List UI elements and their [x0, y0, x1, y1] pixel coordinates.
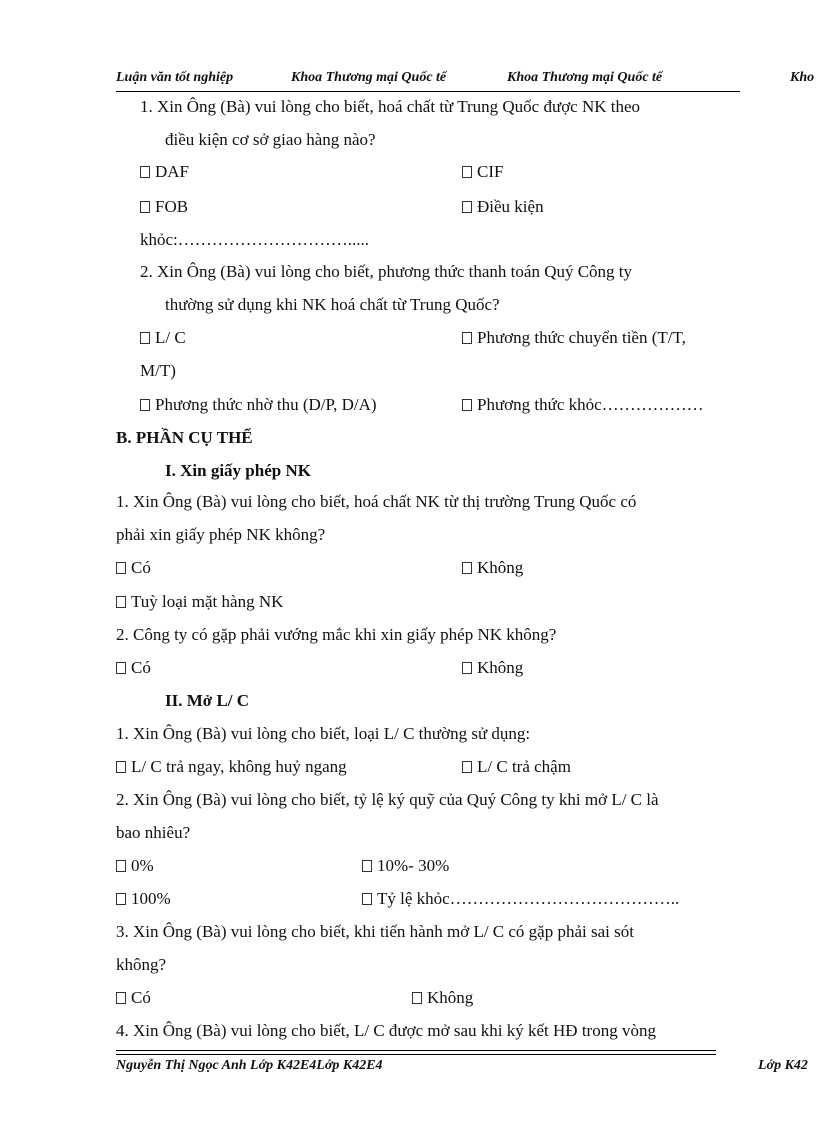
checkbox-icon: [140, 399, 150, 411]
footer-author: Nguyễn Thị Ngọc Anh Lớp K42E4Lớp K42E4: [116, 1058, 383, 1073]
option-license-yes[interactable]: Có: [116, 558, 151, 578]
option-issue-yes[interactable]: Có: [116, 658, 151, 678]
option-error-yes[interactable]: Có: [116, 988, 151, 1008]
header-divider: [116, 91, 740, 92]
header-faculty-1: Khoa Thương mại Quốc tế: [291, 70, 447, 85]
option-deposit-100[interactable]: 100%: [116, 889, 171, 909]
option-fob[interactable]: FOB: [140, 197, 188, 217]
checkbox-icon: [116, 992, 126, 1004]
checkbox-icon: [116, 860, 126, 872]
option-transfer[interactable]: Phương thức chuyển tiền (T/T,: [462, 328, 686, 348]
page-footer: [0, 1058, 816, 1078]
option-issue-no[interactable]: Không: [462, 658, 523, 678]
option-other-term-blank: khỏc:………………………….....: [140, 230, 370, 249]
q-general-1-line2: điều kiện cơ sở giao hàng nào?: [165, 130, 376, 149]
q-lc-3-line1: 3. Xin Ông (Bà) vui lòng cho biết, khi tiến hành mở L/ C có gặp phải sai sót: [116, 922, 634, 941]
footer-divider-top: [116, 1050, 716, 1051]
q-general-1-line1: 1. Xin Ông (Bà) vui lòng cho biết, hoá chất từ Trung Quốc được NK theo: [140, 97, 641, 116]
checkbox-icon: [362, 893, 372, 905]
checkbox-icon: [116, 662, 126, 674]
q-license-2: 2. Công ty có gặp phải vướng mắc khi xin giấy phép NK không?: [116, 625, 557, 644]
checkbox-icon: [140, 201, 150, 213]
part-1-title: I. Xin giấy phép NK: [165, 461, 311, 480]
option-other-method[interactable]: Phương thức khỏc………………: [462, 395, 704, 415]
header-faculty-3: Kho: [790, 70, 815, 85]
footer-divider-bottom: [116, 1054, 716, 1055]
option-other-term[interactable]: Điều kiện: [462, 197, 544, 217]
option-lc[interactable]: L/ C: [140, 328, 186, 348]
option-deposit-0[interactable]: 0%: [116, 856, 154, 876]
checkbox-icon: [462, 166, 472, 178]
checkbox-icon: [362, 860, 372, 872]
option-deposit-10-30[interactable]: 10%- 30%: [362, 856, 449, 876]
q-lc-2-line1: 2. Xin Ông (Bà) vui lòng cho biết, tỷ lệ ký quỹ của Quý Công ty khi mở L/ C là: [116, 790, 659, 809]
option-collection[interactable]: Phương thức nhờ thu (D/P, D/A): [140, 395, 377, 415]
option-lc-sight[interactable]: L/ C trả ngay, không huỷ ngang: [116, 757, 347, 777]
option-error-no[interactable]: Không: [412, 988, 473, 1008]
checkbox-icon: [116, 761, 126, 773]
option-cif[interactable]: CIF: [462, 162, 503, 182]
q-general-2-line2: thường sử dụng khi NK hoá chất từ Trung Quốc?: [165, 295, 500, 314]
checkbox-icon: [462, 332, 472, 344]
checkbox-icon: [462, 761, 472, 773]
option-license-no[interactable]: Không: [462, 558, 523, 578]
q-lc-4-line1: 4. Xin Ông (Bà) vui lòng cho biết, L/ C được mở sau khi ký kết HĐ trong vòng: [116, 1021, 656, 1040]
checkbox-icon: [462, 399, 472, 411]
header-faculty-2: Khoa Thương mại Quốc tế: [507, 70, 663, 85]
option-transfer-cont: M/T): [140, 361, 176, 380]
q-license-1-line2: phải xin giấy phép NK không?: [116, 525, 326, 544]
checkbox-icon: [412, 992, 422, 1004]
checkbox-icon: [116, 562, 126, 574]
option-lc-deferred[interactable]: L/ C trả chậm: [462, 757, 571, 777]
checkbox-icon: [462, 562, 472, 574]
checkbox-icon: [116, 893, 126, 905]
header-thesis-label: Luận văn tốt nghiệp: [116, 70, 234, 85]
checkbox-icon: [116, 596, 126, 608]
q-lc-1: 1. Xin Ông (Bà) vui lòng cho biết, loại L/ C thường sử dụng:: [116, 724, 531, 743]
footer-class: Lớp K42: [758, 1058, 808, 1073]
checkbox-icon: [462, 201, 472, 213]
q-license-1-line1: 1. Xin Ông (Bà) vui lòng cho biết, hoá chất NK từ thị trường Trung Quốc có: [116, 492, 637, 511]
q-lc-2-line2: bao nhiêu?: [116, 823, 191, 842]
page-header: [0, 70, 816, 90]
part-2-title: II. Mở L/ C: [165, 691, 250, 710]
option-deposit-other[interactable]: Tỷ lệ khỏc…………………………………..: [362, 889, 679, 909]
checkbox-icon: [140, 166, 150, 178]
checkbox-icon: [140, 332, 150, 344]
option-license-depends[interactable]: Tuỳ loại mặt hàng NK: [116, 592, 283, 612]
q-general-2-line1: 2. Xin Ông (Bà) vui lòng cho biết, phương thức thanh toán Quý Công ty: [140, 262, 633, 281]
checkbox-icon: [462, 662, 472, 674]
option-daf[interactable]: DAF: [140, 162, 189, 182]
q-lc-3-line2: không?: [116, 955, 167, 974]
section-b-title: B. PHẦN CỤ THỂ: [116, 428, 253, 447]
